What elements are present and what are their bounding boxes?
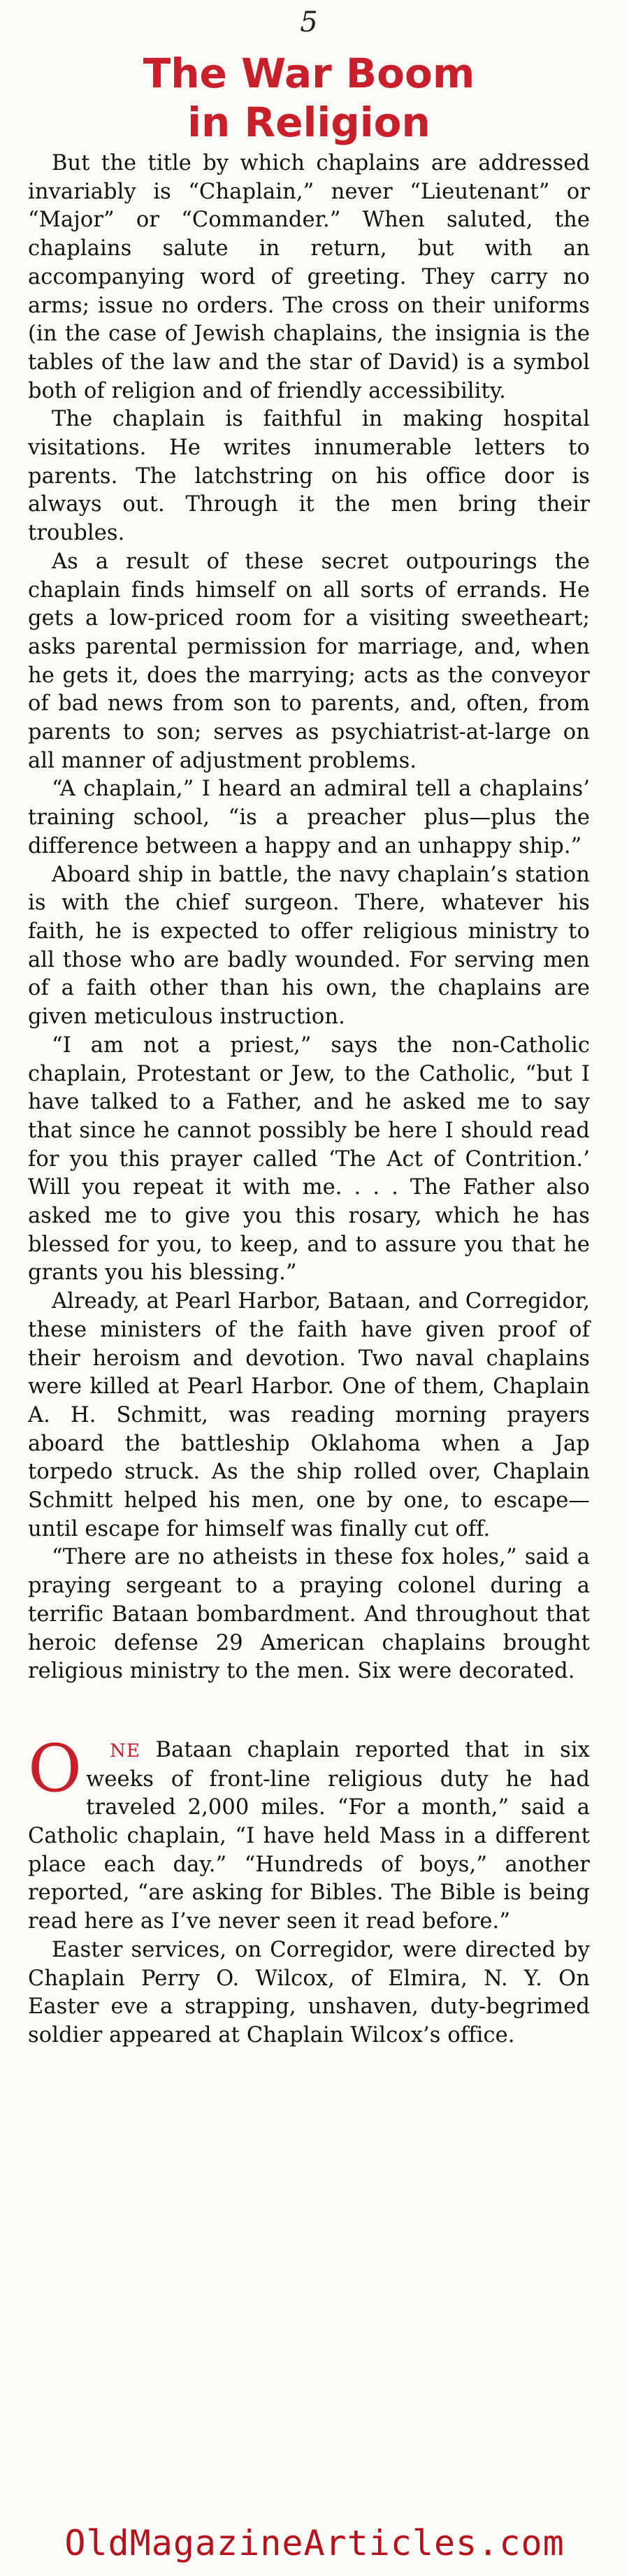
title-line-2: in Religion (187, 99, 431, 146)
paragraph: The chaplain is faithful in making hospital visitations. He writes innumerable letters to parents. The latchstring on his office door is always out. Through it the men bring their troubles. (28, 407, 590, 546)
title-line-1: The War Boom (143, 50, 475, 97)
paragraph: But the title by which chaplains are addressed invariably is “Chaplain,” never “Lieutenant” or “Major” or “Commander.” When saluted, the chaplains salute in return, but with an accompanying word of greeting. They carry no arms; issue no orders. The cross on their uniforms (in the case of Jewish chaplains, the insignia is the tables of the law and the star of David) is a symbol both of religion and of friendly accessibility. (28, 151, 590, 403)
paragraph: Aboard ship in battle, the navy chaplain’s station is with the chief surgeon. There, whatever his faith, he is expected to offer religious ministry to all those who are badly wounded. For serving men of a faith other than his own, the chaplains are given meticulous instruction. (28, 862, 590, 1030)
paragraph: “A chaplain,” I heard an admiral tell a chaplains’ training school, “is a preacher plus—plus the difference between a happy and an unhappy ship.” (28, 777, 590, 858)
page-number: 5 (300, 6, 318, 38)
paragraph: “I am not a priest,” says the non-Catholic chaplain, Protestant or Jew, to the Catholic, “but I have talked to a Father, and he asked me to say that since he cannot possibly be here I should read for you this prayer called ‘The Act of Contrition.’ Will you repeat it with me. . . . The Father also asked me to give you this rosary, which he has blessed for you, to keep, and to assure you that he grants you his blessing.” (28, 1032, 590, 1286)
paragraph: As a result of these secret outpourings the chaplain finds himself on all sorts of errands. He gets a low-priced room for a visiting sweetheart; asks parental permission for marriage, and, when he gets it, does the marrying; acts as the conveyor of bad news from son to parents, and, often, from parents to son; serves as psychiatrist-at-large on all manner of adjustment problems. (28, 549, 590, 773)
section2-first-text: Bataan chaplain reported that in six weeks of front-line religious duty he had traveled 2,000 miles. “For a month,” said a Catholic chaplain, “I have held Mass in a different place each day.” “Hundreds of boys,” another reported, “are asking for Bibles. The Bible is being read here as I’ve never seen it read before.” (28, 1737, 590, 1934)
article-body (28, 150, 590, 2050)
section2-first-paragraph (28, 1730, 590, 1936)
site-watermark: OldMagazineArticles.com (64, 2523, 565, 2563)
section-gap (28, 1686, 590, 1736)
paragraph: Easter services, on Corregidor, were directed by Chaplain Perry O. Wilcox, of Elmira, N. Y. On Easter eve a strapping, unshaven, duty-begrimed soldier appeared at Chaplain Wilcox’s office. (28, 1937, 590, 2048)
small-caps-lead: NE (110, 1740, 140, 1762)
article-title (28, 49, 590, 147)
drop-cap-letter: O (28, 1730, 82, 1807)
paragraph: Already, at Pearl Harbor, Bataan, and Corregidor, these ministers of the faith have given proof of their heroism and devotion. Two naval chaplains were killed at Pearl Harbor. One of them, Chaplain A. H. Schmitt, was reading morning prayers aboard the battleship Oklahoma when a Jap torpedo struck. As the ship rolled over, Chaplain Schmitt helped his men, one by one, to escape—until escape for himself was finally cut off. (28, 1289, 590, 1541)
paragraph: “There are no atheists in these fox holes,” said a praying sergeant to a praying colonel during a terrific Bataan bombardment. And throughout that heroic defense 29 American chaplains brought religious ministry to the men. Six were decorated. (28, 1545, 590, 1684)
